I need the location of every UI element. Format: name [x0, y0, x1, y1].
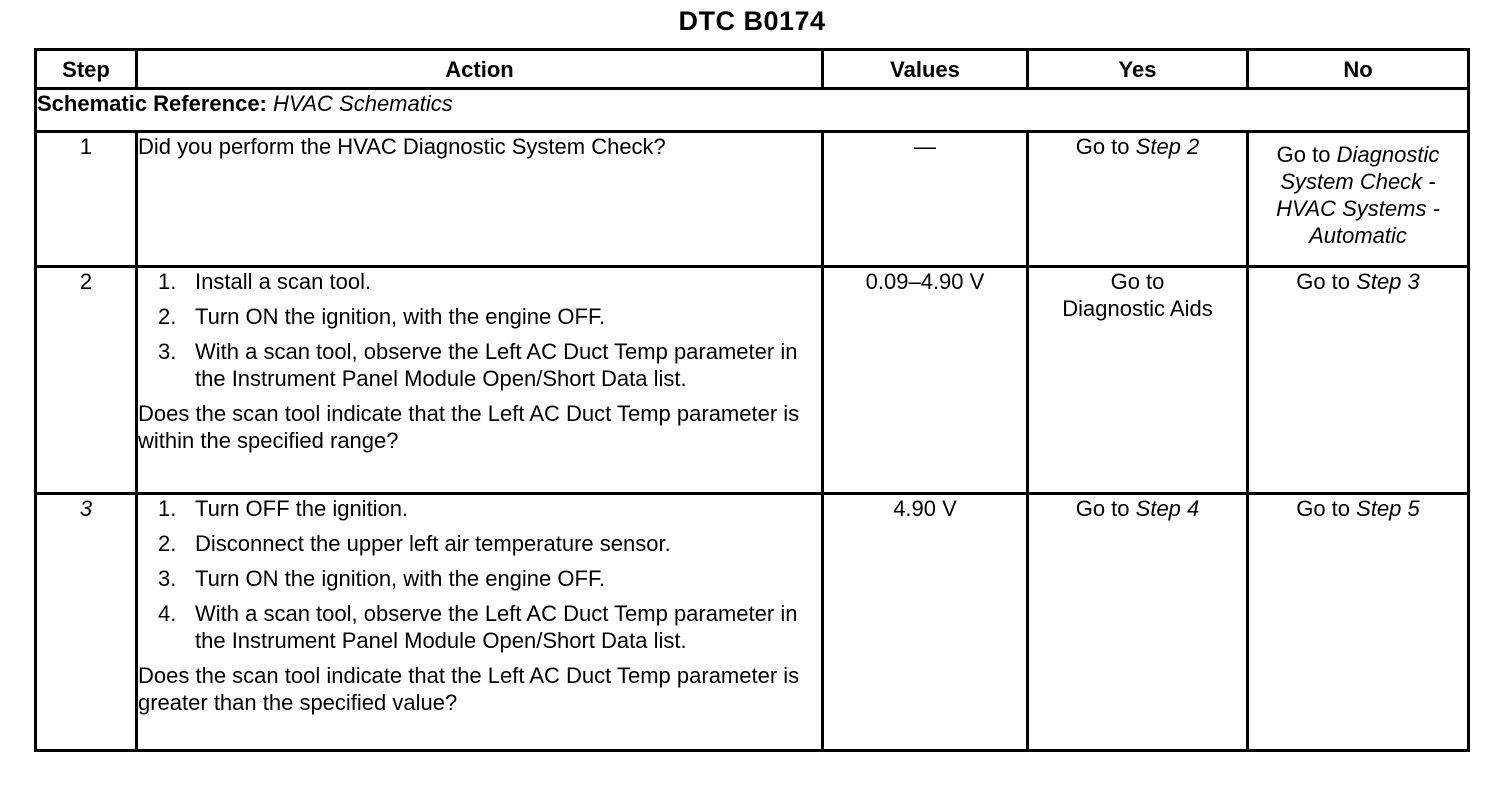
action-cell: [137, 132, 823, 267]
no-cell: [1248, 132, 1469, 267]
values-cell: 0.09–4.90 V: [823, 267, 1028, 494]
table-row: [36, 132, 1469, 267]
no-cell: [1248, 267, 1469, 494]
action-cell: [137, 494, 823, 751]
list-item: 2. Turn ON the ignition, with the engine OFF.: [158, 304, 606, 329]
action-question: Did you perform the HVAC Diagnostic System Check?: [138, 134, 666, 159]
schematic-reference-link[interactable]: HVAC Schematics: [273, 91, 453, 116]
step-number: 3: [36, 494, 137, 751]
schematic-reference-label: Schematic Reference:: [37, 91, 267, 116]
action-question: Does the scan tool indicate that the Left AC Duct Temp parameter is greater than the specified value?: [138, 663, 800, 715]
step-number: 2: [36, 267, 137, 494]
yes-prefix: Go to: [1075, 496, 1130, 521]
yes-cell: [1028, 132, 1248, 267]
list-item: 4. With a scan tool, observe the Left AC Duct Temp parameter in the Instrument Panel Module Open/Short Data list.: [158, 601, 798, 653]
yes-prefix: Go to: [1075, 134, 1130, 159]
yes-link[interactable]: Step 4: [1135, 496, 1200, 521]
table-row: [36, 494, 1469, 751]
yes-cell: [1028, 267, 1248, 494]
action-steps: [138, 495, 821, 654]
values-cell: 4.90 V: [823, 494, 1028, 751]
no-prefix: Go to: [1296, 496, 1351, 521]
list-item: 1. Turn OFF the ignition.: [158, 496, 409, 521]
list-item: 3. With a scan tool, observe the Left AC Duct Temp parameter in the Instrument Panel Module Open/Short Data list.: [158, 339, 798, 391]
action-cell: [137, 267, 823, 494]
yes-link[interactable]: Diagnostic Aids: [1062, 296, 1213, 321]
no-prefix: Go to: [1276, 142, 1331, 167]
header-step: Step: [36, 50, 137, 89]
list-item: 3. Turn ON the ignition, with the engine OFF.: [158, 566, 606, 591]
yes-cell: [1028, 494, 1248, 751]
schematic-reference-row: [36, 89, 1469, 132]
header-action: Action: [137, 50, 823, 89]
values-cell: —: [823, 132, 1028, 267]
no-prefix: Go to: [1296, 269, 1351, 294]
no-link[interactable]: Step 5: [1356, 496, 1420, 521]
step-number: 1: [36, 132, 137, 267]
yes-prefix: Go to: [1110, 269, 1165, 294]
no-link[interactable]: Step 3: [1356, 269, 1420, 294]
no-link[interactable]: Diagnostic System Check - HVAC Systems - Automatic: [1276, 142, 1440, 248]
action-question: Does the scan tool indicate that the Left AC Duct Temp parameter is within the specified range?: [138, 401, 800, 453]
list-item: 1. Install a scan tool.: [158, 269, 372, 294]
table-row: [36, 267, 1469, 494]
header-row: [36, 50, 1469, 89]
no-cell: [1248, 494, 1469, 751]
page-title: DTC B0174: [678, 6, 826, 36]
diagnostic-table: [34, 48, 1470, 752]
schematic-reference: [36, 89, 1469, 132]
header-values: Values: [823, 50, 1028, 89]
list-item: 2. Disconnect the upper left air temperature sensor.: [158, 531, 671, 556]
yes-link[interactable]: Step 2: [1135, 134, 1200, 159]
action-steps: [138, 268, 821, 392]
header-no: No: [1248, 50, 1469, 89]
header-yes: Yes: [1028, 50, 1248, 89]
